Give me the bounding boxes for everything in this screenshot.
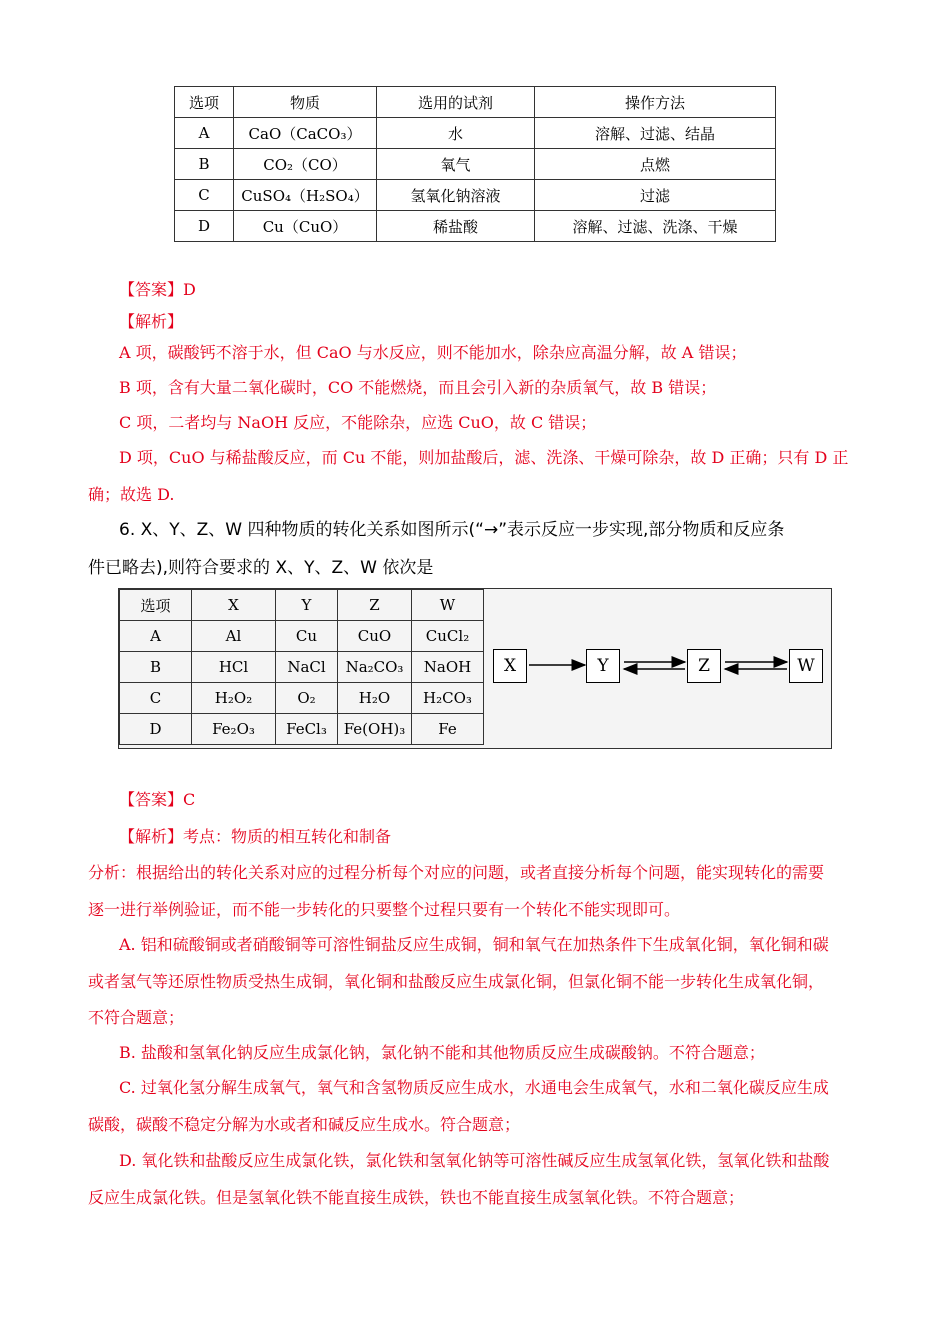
table-cell: Al xyxy=(192,621,276,652)
q5-analysis-line: A 项，碳酸钙不溶于水，但 CaO 与水反应，则不能加水，除杂应高温分解，故 A 错误； xyxy=(119,343,747,362)
table-header-cell: 选项 xyxy=(120,590,192,621)
node-x: X xyxy=(493,649,527,683)
table-header-cell: X xyxy=(192,590,276,621)
q5-analysis-title: 【解析】 xyxy=(119,312,184,331)
table-cell: CO₂（CO） xyxy=(234,149,377,180)
table-cell: C xyxy=(120,683,192,714)
table-cell: D xyxy=(120,714,192,745)
q5-answer: 【答案】D xyxy=(119,280,196,299)
table-cell: 氧气 xyxy=(377,149,535,180)
table-row xyxy=(175,211,776,242)
q6-answer: 【答案】C xyxy=(119,790,196,809)
q5-analysis-line: C 项，二者均与 NaOH 反应，不能除杂，应选 CuO，故 C 错误； xyxy=(119,413,597,432)
table-cell: Fe xyxy=(412,714,484,745)
table-cell: C xyxy=(175,180,234,211)
table-cell: CuO xyxy=(338,621,412,652)
table-cell: B xyxy=(120,652,192,683)
table-cell: CuCl₂ xyxy=(412,621,484,652)
q6-analysis-line: A. 铝和硫酸铜或者硝酸铜等可溶性铜盐反应生成铜，铜和氧气在加热条件下生成氧化铜，氧化铜和碳 xyxy=(119,935,829,954)
table-cell: Cu（CuO） xyxy=(234,211,377,242)
table-cell: 溶解、过滤、洗涤、干燥 xyxy=(535,211,776,242)
table-cell: NaOH xyxy=(412,652,484,683)
table-header-cell: Z xyxy=(338,590,412,621)
node-w: W xyxy=(789,649,823,683)
table-cell: 过滤 xyxy=(535,180,776,211)
table-cell: CaO（CaCO₃） xyxy=(234,118,377,149)
q5-analysis-line: D 项，CuO 与稀盐酸反应，而 Cu 不能，则加盐酸后，滤、洗涤、干燥可除杂，故 D 正确；只有 D 正 xyxy=(119,448,849,467)
table-cell: D xyxy=(175,211,234,242)
table-cell: Fe(OH)₃ xyxy=(338,714,412,745)
table-row xyxy=(175,118,776,149)
table-cell: B xyxy=(175,149,234,180)
table-row xyxy=(175,149,776,180)
table-cell: FeCl₃ xyxy=(276,714,338,745)
node-z: Z xyxy=(687,649,721,683)
table-header-cell: 物质 xyxy=(234,87,377,118)
reagent-table xyxy=(174,86,776,242)
table-cell: 点燃 xyxy=(535,149,776,180)
q6-stem: 6. X、Y、Z、W 四种物质的转化关系如图所示(“→”表示反应一步实现,部分物质和反应条 xyxy=(119,520,785,540)
table-cell: 水 xyxy=(377,118,535,149)
table-cell: H₂O xyxy=(338,683,412,714)
table-cell: O₂ xyxy=(276,683,338,714)
table-cell: H₂CO₃ xyxy=(412,683,484,714)
table-cell: CuSO₄（H₂SO₄） xyxy=(234,180,377,211)
q6-analysis-title: 【解析】考点：物质的相互转化和制备 xyxy=(119,827,392,846)
table-cell: Na₂CO₃ xyxy=(338,652,412,683)
table-row xyxy=(175,180,776,211)
q6-analysis-line: 反应生成氯化铁。但是氢氧化铁不能直接生成铁，铁也不能直接生成氢氧化铁。不符合题意； xyxy=(88,1188,745,1207)
conversion-arrows xyxy=(119,589,831,748)
q6-analysis-line: 或者氢气等还原性物质受热生成铜，氧化铜和盐酸反应生成氯化铜，但氯化铜不能一步转化生成氧化铜， xyxy=(88,972,825,991)
q6-analysis-line: 分析：根据给出的转化关系对应的过程分析每个对应的问题，或者直接分析每个问题，能实现转化的需要 xyxy=(88,863,825,882)
table-cell: H₂O₂ xyxy=(192,683,276,714)
q6-stem-continued: 件已略去),则符合要求的 X、Y、Z、W 依次是 xyxy=(88,558,434,578)
table-cell: Cu xyxy=(276,621,338,652)
q6-analysis-line: 逐一进行举例验证，而不能一步转化的只要整个过程只要有一个转化不能实现即可。 xyxy=(88,900,681,919)
q6-analysis-line: B. 盐酸和氢氧化钠反应生成氯化钠，氯化钠不能和其他物质反应生成碳酸钠。不符合题意； xyxy=(119,1043,765,1062)
table-cell: Fe₂O₃ xyxy=(192,714,276,745)
node-y: Y xyxy=(586,649,620,683)
table-header-cell: 操作方法 xyxy=(535,87,776,118)
table-cell: A xyxy=(120,621,192,652)
table-header-cell: W xyxy=(412,590,484,621)
table-cell: 溶解、过滤、结晶 xyxy=(535,118,776,149)
q6-analysis-line: D. 氧化铁和盐酸反应生成氯化铁，氯化铁和氢氧化钠等可溶性碱反应生成氢氧化铁，氢氧化铁和盐酸 xyxy=(119,1151,830,1170)
table-cell: A xyxy=(175,118,234,149)
table-cell: 氢氧化钠溶液 xyxy=(377,180,535,211)
q6-analysis-line: 不符合题意； xyxy=(88,1008,185,1027)
table-header-cell: 选用的试剂 xyxy=(377,87,535,118)
q6-analysis-line: 碳酸，碳酸不稳定分解为水或者和碱反应生成水。符合题意； xyxy=(88,1115,521,1134)
table-cell: HCl xyxy=(192,652,276,683)
table-cell: 稀盐酸 xyxy=(377,211,535,242)
q6-analysis-line: C. 过氧化氢分解生成氧气，氧气和含氢物质反应生成水，水通电会生成氧气，水和二氧化碳反应生成 xyxy=(119,1078,829,1097)
q5-analysis-line: 确；故选 D. xyxy=(88,485,175,504)
table-header-row xyxy=(175,87,776,118)
table-header-cell: 选项 xyxy=(175,87,234,118)
table-cell: NaCl xyxy=(276,652,338,683)
q5-analysis-line: B 项，含有大量二氧化碳时，CO 不能燃烧，而且会引入新的杂质氧气，故 B 错误； xyxy=(119,378,717,397)
table-header-cell: Y xyxy=(276,590,338,621)
q6-figure-panel xyxy=(118,588,832,749)
